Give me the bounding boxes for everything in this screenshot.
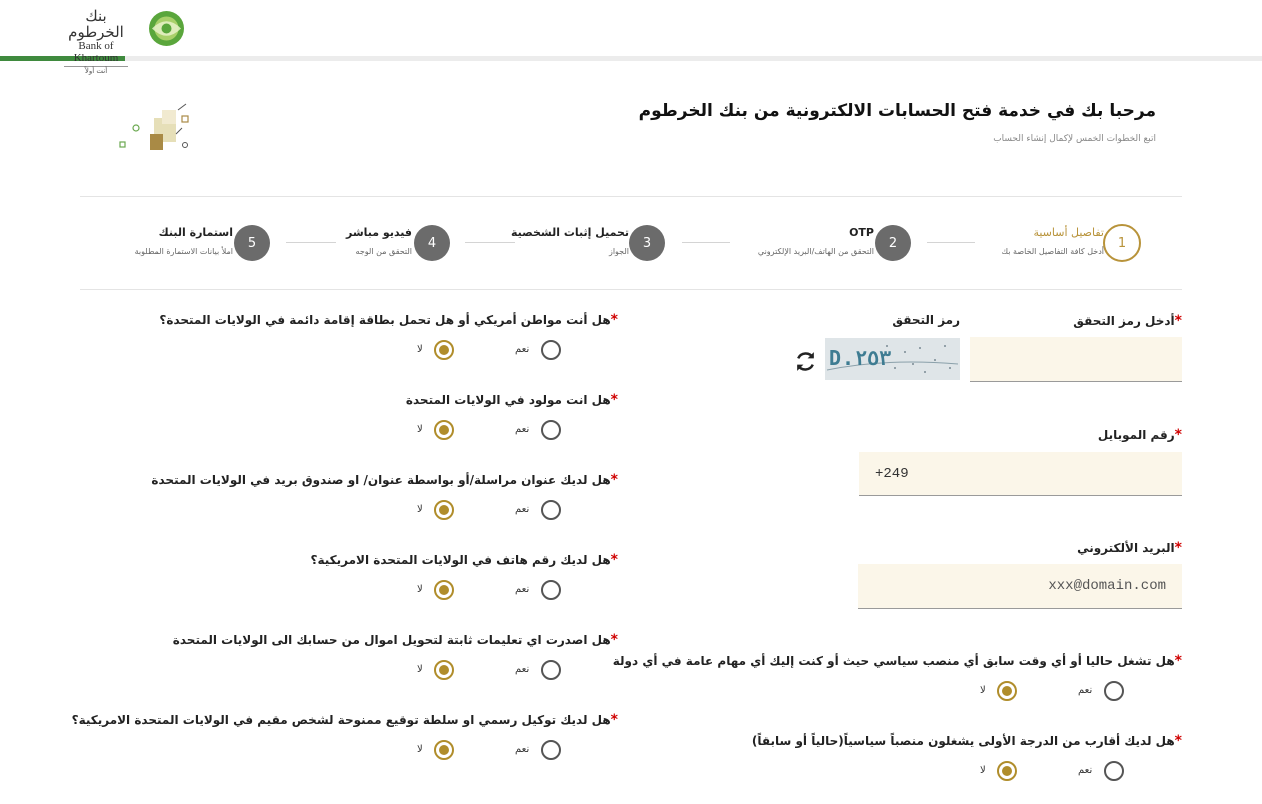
step-4-desc: التحقق من الوجه — [355, 247, 412, 256]
required-mark: * — [610, 552, 618, 568]
radio-no-label: لا — [417, 424, 423, 435]
bank-name-ar: بنك الخرطوم — [68, 7, 124, 41]
radio-us-born-yes[interactable] — [541, 420, 561, 440]
step-2-desc: التحقق من الهاتف/البريد الإلكتروني — [757, 247, 874, 256]
radio-yes-label: نعم — [1078, 765, 1093, 776]
radio-yes-label: نعم — [515, 504, 530, 515]
decorative-cubes-icon — [112, 100, 192, 154]
step-4-title: فيديو مباشر — [346, 226, 412, 239]
question-us-power-of-attorney: *هل لديك توكيل رسمي او سلطة توقيع ممنوحة لشخص مقيم في الولايات المتحدة الامريكية؟ — [71, 712, 618, 728]
step-5-circle[interactable]: 5 — [234, 225, 270, 261]
step-connector — [927, 242, 975, 243]
step-5-title: استمارة البنك — [158, 226, 233, 239]
radio-us-attorney-yes[interactable] — [541, 740, 561, 760]
radio-no-label: لا — [417, 584, 423, 595]
step-4-circle[interactable]: 4 — [414, 225, 450, 261]
required-mark: * — [1174, 313, 1182, 329]
step-connector — [465, 242, 515, 243]
hero-divider — [80, 196, 1182, 197]
radio-no-label: لا — [417, 744, 423, 755]
step-connector — [682, 242, 730, 243]
bank-tagline: أنت أولاً — [64, 66, 128, 76]
step-2-circle[interactable]: 2 — [875, 225, 911, 261]
question-us-address: *هل لديك عنوان مراسلة/أو بواسطة عنوان/ او صندوق بريد في الولايات المتحدة — [151, 472, 618, 488]
captcha-code-label: رمز التحقق — [892, 313, 960, 327]
required-mark: * — [1174, 540, 1182, 556]
bank-logo-text[interactable] — [56, 8, 136, 76]
step-connector — [286, 242, 336, 243]
radio-no-label: لا — [417, 344, 423, 355]
required-mark: * — [610, 472, 618, 488]
email-label: *البريد الألكتروني — [1077, 540, 1182, 556]
required-mark: * — [1174, 427, 1182, 443]
required-mark: * — [1174, 733, 1182, 749]
radio-yes-label: نعم — [515, 344, 530, 355]
captcha-text: D.٢٥٣ — [829, 346, 892, 370]
question-us-citizen: *هل أنت مواطن أمريكي أو هل تحمل بطاقة إقامة دائمة في الولايات المتحدة؟ — [159, 312, 618, 328]
radio-us-transfer-yes[interactable] — [541, 660, 561, 680]
radio-relatives-yes[interactable] — [1104, 761, 1124, 781]
radio-no-label: لا — [417, 504, 423, 515]
page-subtitle: اتبع الخطوات الخمس لإكمال إنشاء الحساب — [993, 134, 1156, 144]
header-divider — [0, 56, 1262, 61]
radio-us-address-yes[interactable] — [541, 500, 561, 520]
question-us-phone: *هل لديك رقم هاتف في الولايات المتحدة الامريكية؟ — [310, 552, 618, 568]
step-3-title: تحميل إثبات الشخصية — [511, 226, 629, 239]
radio-us-citizen-yes[interactable] — [541, 340, 561, 360]
radio-us-address-no[interactable] — [434, 500, 454, 520]
page-title: مرحبا بك في خدمة فتح الحسابات الالكترونية من بنك الخرطوم — [638, 101, 1156, 121]
radio-political-no[interactable] — [997, 681, 1017, 701]
radio-us-phone-yes[interactable] — [541, 580, 561, 600]
radio-no-label: لا — [417, 664, 423, 675]
question-us-transfer: *هل اصدرت اي تعليمات ثابتة لتحويل اموال من حسابك الى الولايات المتحدة — [172, 632, 618, 648]
radio-us-transfer-no[interactable] — [434, 660, 454, 680]
mobile-label: *رقم الموبايل — [1097, 427, 1182, 443]
captcha-input[interactable] — [970, 337, 1182, 382]
radio-relatives-no[interactable] — [997, 761, 1017, 781]
step-1-desc: أدخل كافة التفاصيل الخاصة بك — [1001, 247, 1104, 256]
radio-us-born-no[interactable] — [434, 420, 454, 440]
captcha-image — [825, 338, 960, 380]
required-mark: * — [610, 632, 618, 648]
required-mark: * — [610, 312, 618, 328]
question-relatives-political: *هل لديك أقارب من الدرجة الأولى يشغلون منصباً سياسياً(حالياً أو سابقاً) — [751, 733, 1182, 749]
step-3-circle[interactable]: 3 — [629, 225, 665, 261]
radio-us-attorney-no[interactable] — [434, 740, 454, 760]
email-input[interactable] — [858, 564, 1182, 609]
mobile-prefix: +249 — [875, 466, 909, 482]
radio-yes-label: نعم — [515, 424, 530, 435]
radio-yes-label: نعم — [515, 664, 530, 675]
radio-political-yes[interactable] — [1104, 681, 1124, 701]
captcha-input-label: *أدخل رمز التحقق — [1073, 313, 1182, 329]
step-2-title: OTP — [849, 226, 874, 239]
question-political-position: *هل تشغل حاليا أو أي وقت سابق أي منصب سياسي حيث أو كنت إليك أي مهام عامة في أي دولة — [612, 653, 1182, 669]
top-header — [0, 0, 1262, 56]
required-mark: * — [610, 712, 618, 728]
question-us-born: *هل انت مولود في الولايات المتحدة — [405, 392, 618, 408]
radio-yes-label: نعم — [1078, 685, 1093, 696]
radio-yes-label: نعم — [515, 744, 530, 755]
radio-yes-label: نعم — [515, 584, 530, 595]
radio-no-label: لا — [980, 765, 986, 776]
step-1-circle[interactable]: 1 — [1103, 224, 1141, 262]
step-1-title: تفاصيل أساسية — [1033, 226, 1104, 239]
radio-us-phone-no[interactable] — [434, 580, 454, 600]
step-5-desc: املأ بيانات الاستمارة المطلوبة — [134, 247, 233, 256]
email-placeholder: xxx@domain.com — [1048, 578, 1166, 594]
refresh-captcha-icon[interactable] — [793, 349, 818, 374]
required-mark: * — [610, 392, 618, 408]
step-3-desc: الجواز — [608, 247, 629, 256]
bank-emblem-icon — [148, 10, 185, 47]
steps-divider — [80, 289, 1182, 290]
bank-name-en: Bank of Khartoum — [73, 40, 119, 64]
mobile-input[interactable] — [859, 452, 1182, 496]
radio-us-citizen-no[interactable] — [434, 340, 454, 360]
required-mark: * — [1174, 653, 1182, 669]
radio-no-label: لا — [980, 685, 986, 696]
